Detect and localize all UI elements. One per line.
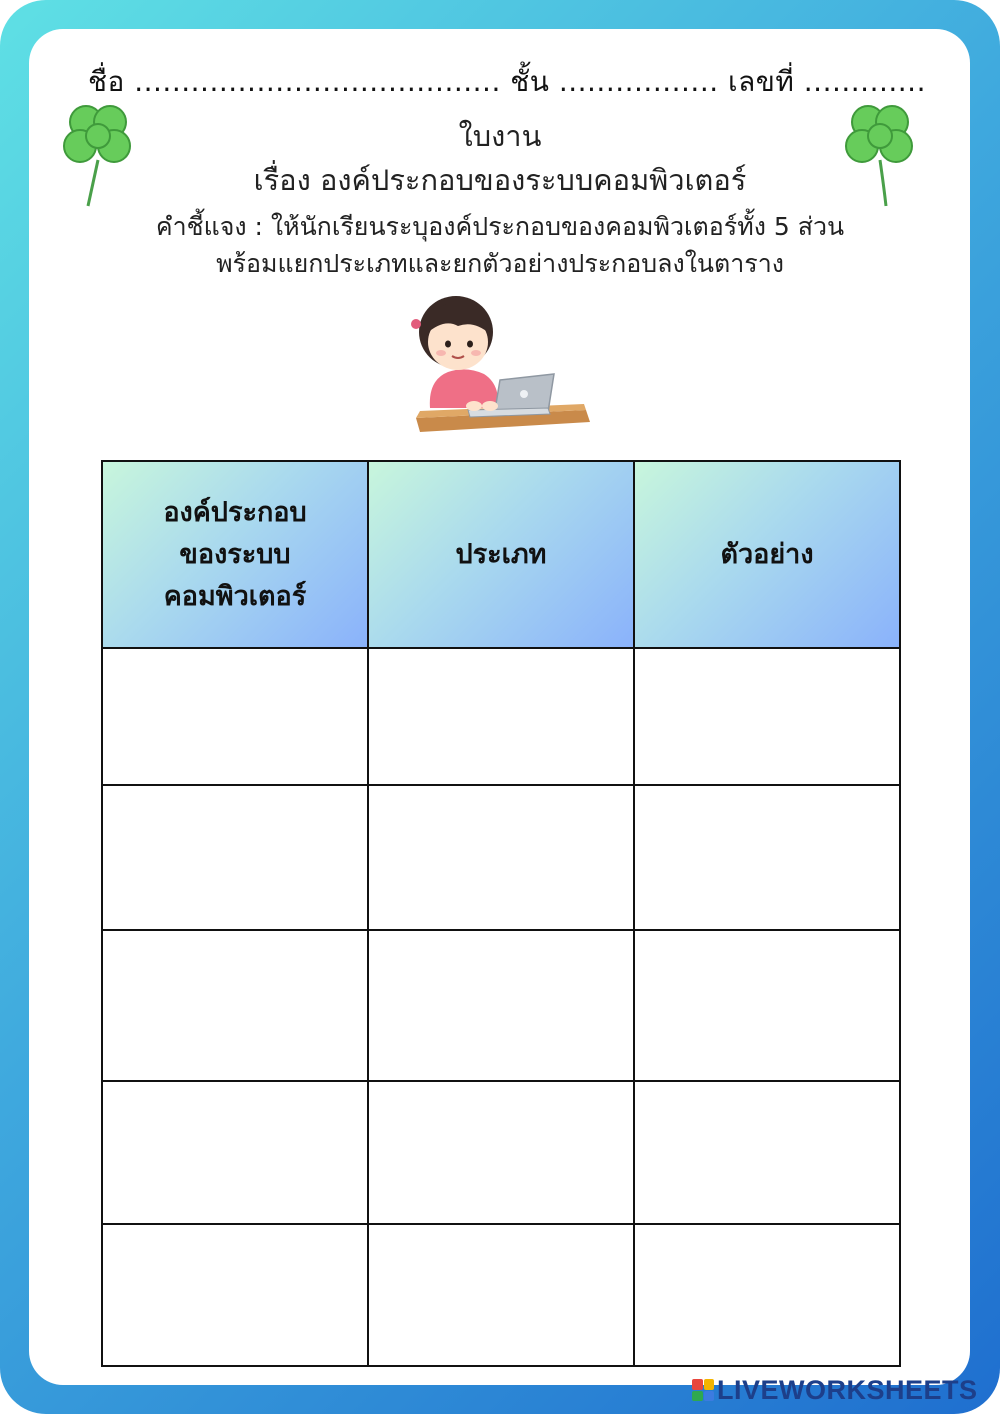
table-row <box>102 648 900 785</box>
answer-cell-component[interactable] <box>102 1081 368 1224</box>
header-components-line-2: ของระบบ <box>179 538 291 570</box>
header-components-line-1: องค์ประกอบ <box>163 496 307 528</box>
answer-cell-example[interactable] <box>634 930 900 1081</box>
instructions-line-1: คำชี้แจง : ให้นักเรียนระบุองค์ประกอบของคอมพิวเตอร์ทั้ง 5 ส่วน <box>155 212 845 241</box>
answer-cell-example[interactable] <box>634 648 900 785</box>
instructions-line-2: พร้อมแยกประเภทและยกตัวอย่างประกอบลงในตาราง <box>216 249 784 278</box>
table-row <box>102 785 900 930</box>
components-table <box>101 460 901 1367</box>
class-label: ชั้น <box>510 65 550 98</box>
worksheet-title: ใบงาน <box>458 119 542 153</box>
girl-with-laptop-illustration <box>408 290 593 440</box>
header-components-line-3: คอมพิวเตอร์ <box>163 580 307 612</box>
liveworksheets-watermark <box>692 1376 978 1404</box>
answer-cell-component[interactable] <box>102 648 368 785</box>
table-row <box>102 930 900 1081</box>
answer-cell-type[interactable] <box>368 785 634 930</box>
table-row <box>102 1081 900 1224</box>
table-row <box>102 1224 900 1366</box>
student-info-line <box>88 60 926 104</box>
answer-cell-example[interactable] <box>634 1224 900 1366</box>
answer-cell-example[interactable] <box>634 785 900 930</box>
liveworksheets-logo-icon <box>692 1379 714 1401</box>
number-field[interactable]: ............. <box>803 65 926 98</box>
answer-cell-type[interactable] <box>368 930 634 1081</box>
answer-cell-example[interactable] <box>634 1081 900 1224</box>
number-label: เลขที่ <box>728 65 795 98</box>
name-label: ชื่อ <box>88 65 125 98</box>
worksheet-subject: เรื่อง องค์ประกอบของระบบคอมพิวเตอร์ <box>253 163 747 197</box>
answer-cell-component[interactable] <box>102 930 368 1081</box>
class-field[interactable]: ................. <box>558 65 719 98</box>
answer-cell-type[interactable] <box>368 648 634 785</box>
name-field[interactable]: ....................................... <box>134 65 501 98</box>
header-example <box>634 461 900 648</box>
answer-cell-component[interactable] <box>102 1224 368 1366</box>
answer-cell-type[interactable] <box>368 1081 634 1224</box>
header-example-label: ตัวอย่าง <box>720 538 814 570</box>
answer-cell-type[interactable] <box>368 1224 634 1366</box>
header-type-label: ประเภท <box>455 538 547 570</box>
answer-cell-component[interactable] <box>102 785 368 930</box>
header-components <box>102 461 368 648</box>
header-type <box>368 461 634 648</box>
watermark-text: LIVEWORKSHEETS <box>717 1374 978 1405</box>
table-header-row <box>102 461 900 648</box>
